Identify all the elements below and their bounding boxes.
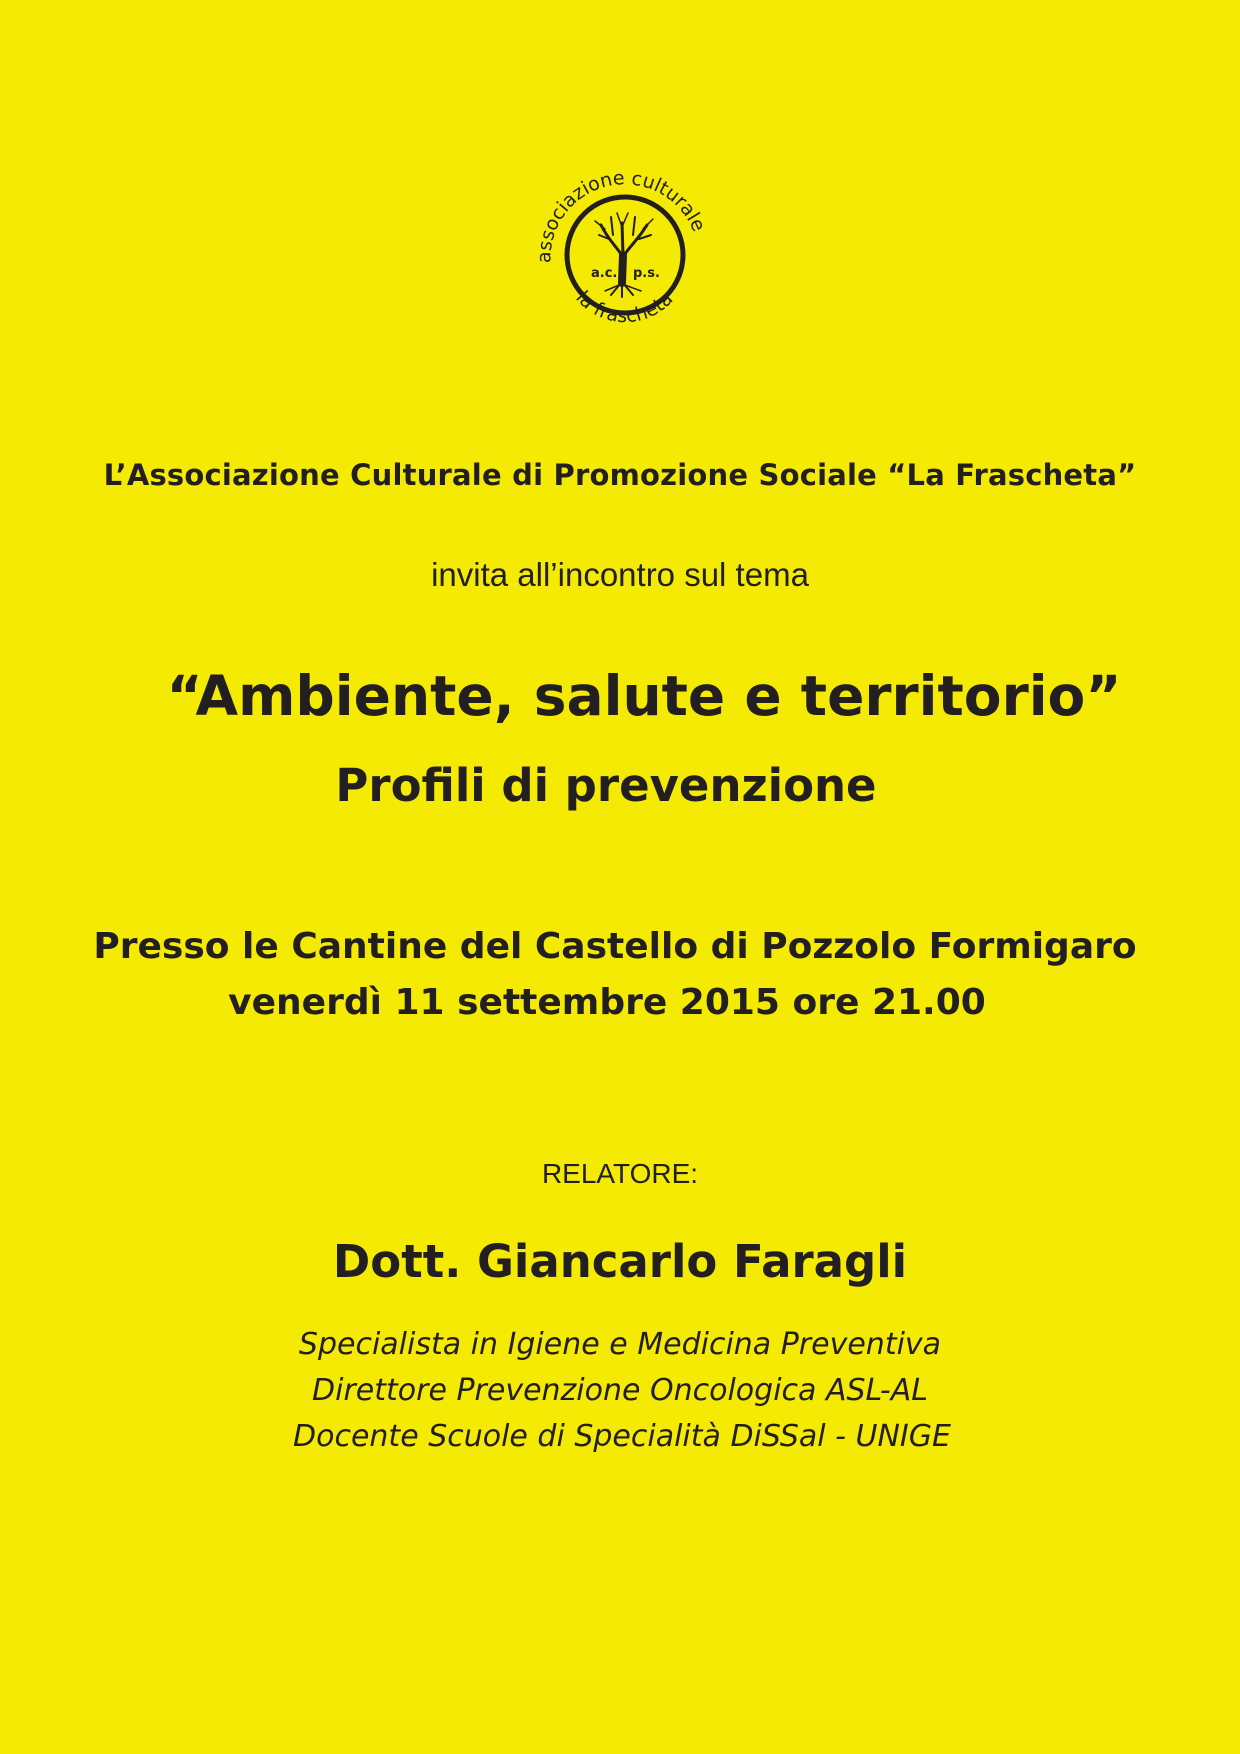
invite-line: invita all’incontro sul tema: [431, 556, 809, 593]
speaker-label: RELATORE:: [541, 1158, 699, 1189]
logo-arc-bottom-text: la frascheta: [571, 286, 678, 328]
association-line: L’Associazione Culturale di Promozione Sociale “La Frascheta”: [103, 458, 1137, 492]
tree-seal-icon: [525, 155, 725, 355]
speaker-credential: Docente Scuole di Specialità DiSSal - UNIGE: [293, 1419, 951, 1454]
logo-right-initials: p.s.: [633, 266, 660, 281]
speaker-name: Dott. Giancarlo Faragli: [332, 1235, 908, 1288]
venue-line: Presso le Cantine del Castello di Pozzolo Formigaro: [93, 926, 1137, 967]
speaker-credential: Direttore Prevenzione Oncologica ASL-AL: [312, 1373, 928, 1408]
speaker-credential: Specialista in Igiene e Medicina Preventiva: [298, 1327, 942, 1362]
event-subtitle: Profili di prevenzione: [335, 759, 877, 812]
association-logo: [525, 155, 725, 355]
logo-arc-top-text: associazione culturale: [533, 167, 710, 264]
event-title: “Ambiente, salute e territorio”: [166, 664, 1122, 728]
date-line: venerdì 11 settembre 2015 ore 21.00: [228, 982, 986, 1023]
logo-left-initials: a.c.: [591, 266, 618, 281]
